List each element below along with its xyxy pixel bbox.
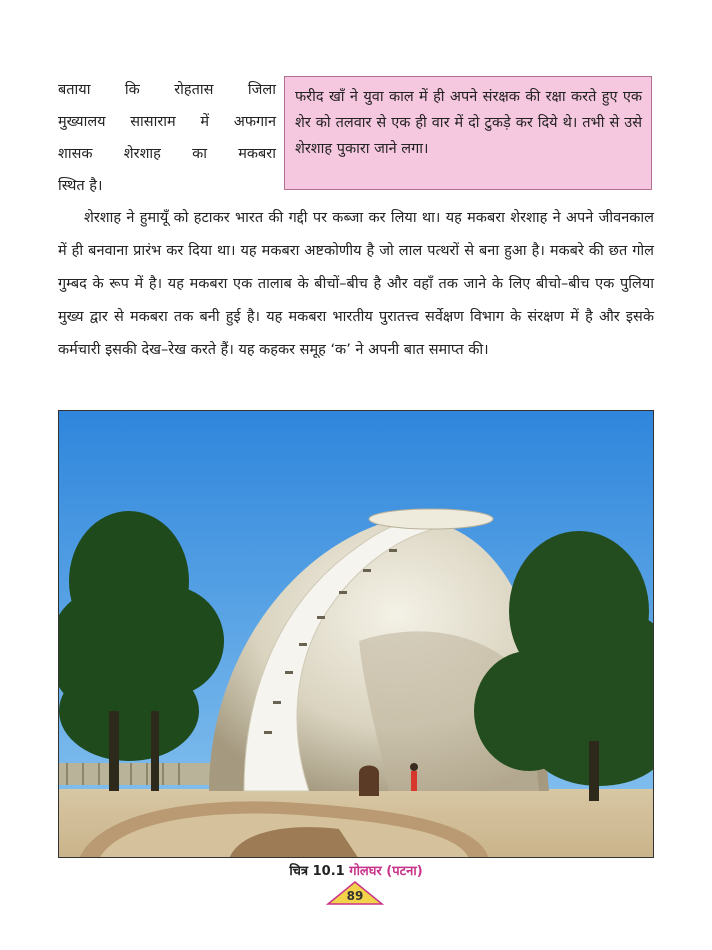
- intro-text: [58, 74, 276, 202]
- intro-line: शासक शेरशाह का मकबरा: [58, 146, 276, 162]
- body-paragraph: शेरशाह ने हुमायूँ को हटाकर भारत की गद्दी पर कब्जा कर लिया था। यह मकबरा शेरशाह ने अपने जीवनकाल में ही बनवाना प्रारंभ कर दिया था। यह मकबरा अष्टकोणीय है जो लाल पत्थरों से बना हुआ है। मकबरे की छत गोल गुम्बद के रूप में है। यह मकबरा एक तालाब के बीचों–बीच है और वहाँ तक जाने के लिए बीचो–बीच एक पुलिया मुख्य द्वार से मकबरा तक बनी हुई है। यह मकबरा भारतीय पुरातत्त्व सर्वेक्षण विभाग के संरक्षण में है और इसके कर्मचारी इसकी देख–रेख करते हैं। यह कहकर समूह ‘क’ ने अपनी बात समाप्त की।: [58, 210, 654, 358]
- figure-caption: [0, 861, 712, 879]
- intro-line: मुख्यालय सासाराम में अफगान: [58, 114, 276, 130]
- figure-label: चित्र 10.1: [289, 864, 345, 879]
- intro-line: स्थित है।: [58, 178, 103, 194]
- intro-line: बताया कि रोहतास जिला: [58, 82, 276, 98]
- page-number-tab: [326, 880, 384, 906]
- page-number: 89: [346, 889, 364, 903]
- golghar-illustration: [59, 411, 654, 858]
- golghar-photo: [58, 410, 654, 858]
- figure-title: गोलघर (पटना): [349, 864, 423, 879]
- info-note-text: फरीद खाँ ने युवा काल में ही अपने संरक्षक की रक्षा करते हुए एक शेर को तलवार से एक ही वार में दो टुकड़े कर दिये थे। तभी से उसे शेरशाह पुकारा जाने लगा।: [295, 89, 642, 157]
- info-note-box: [284, 76, 652, 190]
